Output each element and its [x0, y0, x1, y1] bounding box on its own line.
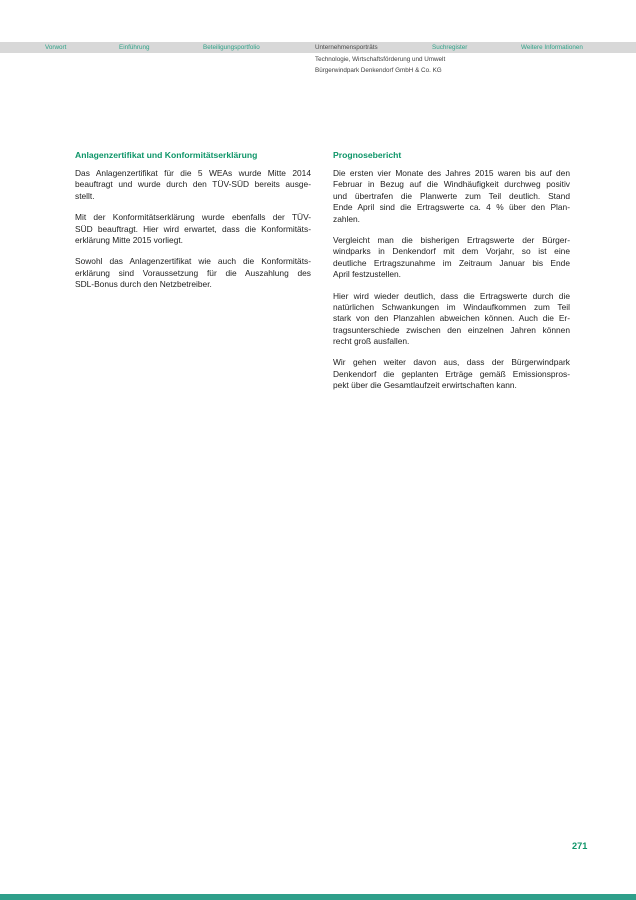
- breadcrumb-company: Bürgerwindpark Denkendorf GmbH & Co. KG: [315, 67, 442, 74]
- text-line: Mit der Konformitätserklärung wurde ebenfalls der TÜV-: [75, 212, 311, 223]
- page-number: 271: [572, 841, 588, 851]
- right-column-body: [333, 168, 570, 392]
- text-line: Ende April sind die Ertragswerte ca. 4 % über den Plan-: [333, 202, 570, 213]
- text-line: stark von den Planzahlen abweichen können. Auch die Er-: [333, 313, 570, 324]
- left-column: [75, 150, 311, 301]
- text-line: zahlen.: [333, 213, 361, 224]
- text-line: deutliche Ertragszunahme im Zeitraum Januar bis Ende: [333, 257, 570, 268]
- text-line: SDL-Bonus durch den Netzbetreiber.: [75, 279, 212, 290]
- top-nav-bar: [0, 42, 636, 53]
- text-line: pekt über die Gesamtlaufzeit erwirtschaften kann.: [333, 380, 517, 391]
- text-line: natürlichen Schwankungen im Windaufkommen zum Teil: [333, 301, 570, 312]
- nav-item-unternehmensporträts[interactable]: Unternehmensporträts: [315, 44, 378, 51]
- paragraph: [333, 235, 570, 281]
- text-line: Februar in Bezug auf die Windhäufigkeit durchweg positiv: [333, 179, 570, 190]
- paragraph: [333, 168, 570, 225]
- text-line: April festzustellen.: [333, 269, 401, 280]
- nav-item-suchregister[interactable]: Suchregister: [432, 44, 468, 51]
- paragraph: [333, 357, 570, 391]
- text-line: Sowohl das Anlagenzertifikat wie auch die Konformitäts-: [75, 256, 311, 267]
- paragraph: [333, 291, 570, 348]
- text-line: SÜD beauftragt. Hier wird erwartet, dass die Konformitäts-: [75, 223, 311, 234]
- nav-item-einführung[interactable]: Einführung: [119, 44, 150, 51]
- left-column-body: [75, 168, 311, 291]
- text-line: Hier wird wieder deutlich, dass die Ertragswerte durch die: [333, 290, 570, 301]
- right-column-heading: Prognosebericht: [333, 150, 402, 160]
- text-line: windparks in Denkendorf mit dem Vorjahr, so ist eine: [333, 246, 570, 257]
- breadcrumb-section: Technologie, Wirtschaftsförderung und Umwelt: [315, 56, 446, 63]
- text-line: tragsunterschiede zwischen den einzelnen Jahren können: [333, 324, 570, 335]
- paragraph: [75, 212, 311, 246]
- right-column: [333, 150, 570, 402]
- paragraph: [75, 256, 311, 290]
- text-line: beauftragt und wurde durch den TÜV-SÜD bereits ausge-: [75, 179, 311, 190]
- text-line: recht groß ausfallen.: [333, 336, 410, 347]
- text-line: Denkendorf die geplanten Erträge gemäß Emissionspros-: [333, 368, 570, 379]
- footer-bar: [0, 894, 636, 900]
- nav-item-weitere-informationen[interactable]: Weitere Informationen: [521, 44, 583, 51]
- text-line: Die ersten vier Monate des Jahres 2015 waren bis auf den: [333, 168, 570, 178]
- paragraph: [75, 168, 311, 202]
- text-line: Vergleicht man die bisherigen Ertragswerte der Bürger-: [333, 234, 570, 245]
- text-line: Wir gehen weiter davon aus, dass der Bürgerwindpark: [333, 357, 570, 368]
- text-line: stellt.: [75, 190, 95, 201]
- text-line: erklärung sind Voraussetzung für die Auszahlung des: [75, 267, 311, 278]
- left-column-heading: Anlagenzertifikat und Konformitätserklärung: [75, 150, 258, 160]
- nav-item-vorwort[interactable]: Vorwort: [45, 44, 67, 51]
- text-line: und übertrafen die Planwerte zum Teil deutlich. Stand: [333, 190, 570, 201]
- nav-item-beteiligungsportfolio[interactable]: Beteiligungsportfolio: [203, 44, 260, 51]
- text-line: Das Anlagenzertifikat für die 5 WEAs wurde Mitte 2014: [75, 168, 311, 178]
- text-line: erklärung Mitte 2015 vorliegt.: [75, 234, 183, 245]
